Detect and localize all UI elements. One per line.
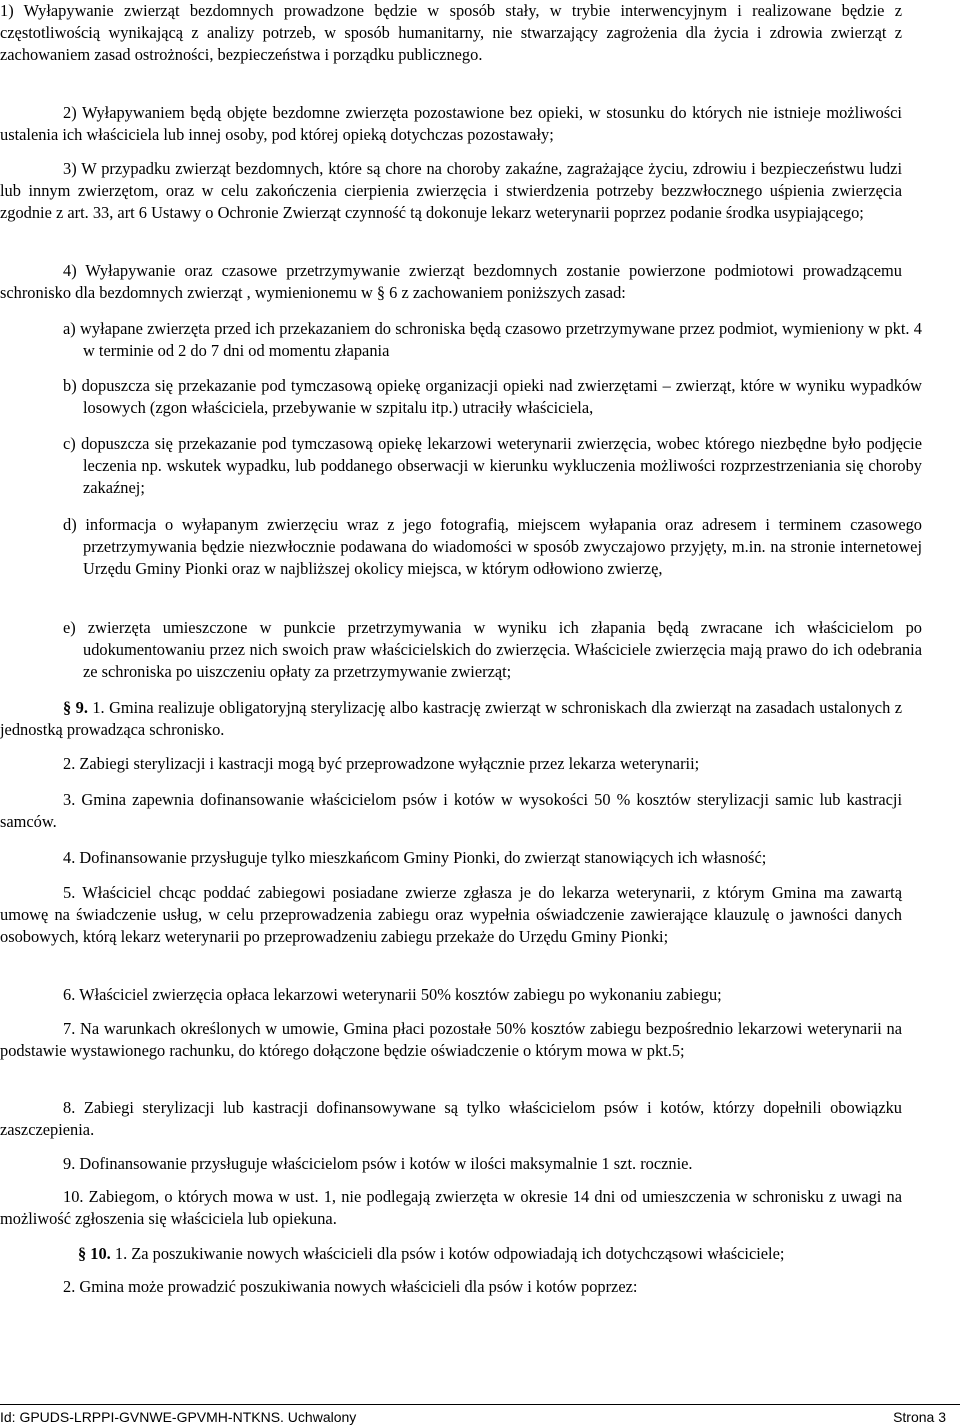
- paragraph-text: 4) Wyłapywanie oraz czasowe przetrzymywanie zwierząt bezdomnych zostanie powierzone podmiotowi prowadzącemu schronisko dla bezdomnych zwierząt , wymienionemu w § 6 z zachowaniem poniższych zasad:: [0, 261, 902, 302]
- section-9-para-5: [0, 882, 902, 948]
- section-9-para-2: [0, 753, 902, 775]
- section-10-para-1: [0, 1243, 902, 1265]
- paragraph-text: 4. Dofinansowanie przysługuje tylko mieszkańcom Gminy Pionki, do zwierząt stanowiących ich własność;: [63, 848, 767, 867]
- paragraph-1-2: [0, 102, 902, 146]
- paragraph-1-4: [0, 260, 902, 304]
- paragraph-text: a) wyłapane zwierzęta przed ich przekazaniem do schroniska będą czasowo przetrzymywane przez podmiot, wymieniony w pkt. 4 w terminie od 2 do 7 dni od momentu złapania: [63, 319, 922, 360]
- section-9-para-9: [0, 1153, 902, 1175]
- paragraph-1-4c: [63, 433, 922, 499]
- paragraph-text: 1. Gmina realizuje obligatoryjną sterylizację albo kastrację zwierząt w schroniskach dla zwierząt na zasadach ustalonych z jednostką prowadząca schronisko.: [0, 698, 902, 739]
- paragraph-text: 3) W przypadku zwierząt bezdomnych, które są chore na choroby zakaźne, zagrażające życiu, zdrowiu i bezpieczeństwu ludzi lub innym zwierzętom, oraz w celu zakończenia cierpienia zwierzęcia i stwierdzenia potrzeby bezzwłocznego uśpienia zwierzęcia zgodnie z art. 33, art 6 Ustawy o Ochronie Zwierząt czynność tą dokonuje lekarz weterynarii poprzez podanie środka usypiającego;: [0, 159, 902, 222]
- footer-document-id: Id: GPUDS-LRPPI-GVNWE-GPVMH-NTKNS. Uchwalony: [0, 1409, 357, 1425]
- paragraph-text: 2. Gmina może prowadzić poszukiwania nowych właścicieli dla psów i kotów poprzez:: [63, 1277, 638, 1296]
- section-9-para-7: [0, 1018, 902, 1062]
- paragraph-text: b) dopuszcza się przekazanie pod tymczasową opiekę organizacji opieki nad zwierzętami – zwierząt, które w wyniku wypadków losowych (zgon właściciela, przebywanie w szpitalu itp.) utraciły właściciela,: [63, 376, 922, 417]
- paragraph-1-3: [0, 158, 902, 224]
- paragraph-text: 6. Właściciel zwierzęcia opłaca lekarzowi weterynarii 50% kosztów zabiegu po wykonaniu zabiegu;: [63, 985, 722, 1004]
- paragraph-text: 5. Właściciel chcąc poddać zabiegowi posiadane zwierze zgłasza je do lekarza weterynarii, z którym Gmina ma zawartą umowę na świadczenie usług, w celu przeprowadzenia zabiegu oraz wypełnia oświadczenie zawierające klauzulę o jawności danych osobowych, którą lekarz weterynarii po przeprowadzeniu zabiegu przekaże do Urzędu Gminy Pionki;: [0, 883, 902, 946]
- paragraph-text: 2) Wyłapywaniem będą objęte bezdomne zwierzęta pozostawione bez opieki, w stosunku do których nie istnieje możliwości ustalenia ich właściciela lub innej osoby, pod której opieką dotychczas pozostawały;: [0, 103, 902, 144]
- paragraph-text: 3. Gmina zapewnia dofinansowanie właścicielom psów i kotów w wysokości 50 % kosztów sterylizacji samic lub kastracji samców.: [0, 790, 902, 831]
- paragraph-text: 7. Na warunkach określonych w umowie, Gmina płaci pozostałe 50% kosztów zabiegu bezpośrednio lekarzowi weterynarii na podstawie wystawionego rachunku, do którego dołączone będzie oświadczenie o którym mowa w pkt.5;: [0, 1019, 902, 1060]
- section-10-para-2: [0, 1276, 902, 1298]
- paragraph-text: 8. Zabiegi sterylizacji lub kastracji dofinansowywane są tylko właścicielom psów i kotów, którzy dopełnili obowiązku zaszczepienia.: [0, 1098, 902, 1139]
- section-9-para-8: [0, 1097, 902, 1141]
- paragraph-text: 2. Zabiegi sterylizacji i kastracji mogą być przeprowadzone wyłącznie przez lekarza weterynarii;: [63, 754, 700, 773]
- paragraph-text: 1) Wyłapywanie zwierząt bezdomnych prowadzone będzie w sposób stały, w trybie interwencyjnym i realizowane będzie z częstotliwością wynikającą z analizy potrzeb, w sposób humanitarny, nie stwarzający zagrożenia dla życia i zdrowia zwierząt z zachowaniem zasad ostrożności, bezpieczeństwa i porządku publicznego.: [0, 1, 902, 64]
- paragraph-text: c) dopuszcza się przekazanie pod tymczasową opiekę lekarzowi weterynarii zwierzęcia, wobec którego niezbędne było podjęcie leczenia np. wskutek wypadku, lub poddanego obserwacji w kierunku wykluczenia możliwości rozprzestrzeniania się choroby zakaźnej;: [63, 434, 922, 497]
- paragraph-1-4a: [63, 318, 922, 362]
- footer-divider: [0, 1404, 960, 1405]
- section-9-para-10: [0, 1186, 902, 1230]
- section-9-para-4: [0, 847, 902, 869]
- paragraph-text: d) informacja o wyłapanym zwierzęciu wraz z jego fotografią, miejscem wyłapania oraz adresem i terminem czasowego przetrzymywania będzie niezwłocznie podawana do wiadomości w sposób zwyczajowo przyjęty, m.in. na stronie internetowej Urzędu Gminy Pionki oraz w najbliższej okolicy miejsca, w którym odłowiono zwierzę,: [63, 515, 922, 578]
- paragraph-1-1: [0, 0, 902, 66]
- paragraph-1-4d: [63, 514, 922, 580]
- section-9-para-6: [0, 984, 902, 1006]
- paragraph-text: 9. Dofinansowanie przysługuje właścicielom psów i kotów w ilości maksymalnie 1 szt. rocznie.: [63, 1154, 693, 1173]
- section-number: § 9.: [63, 698, 88, 717]
- footer-page-number: Strona 3: [893, 1409, 946, 1425]
- paragraph-text: 1. Za poszukiwanie nowych właścicieli dla psów i kotów odpowiadają ich dotychcząsowi właściciele;: [114, 1244, 785, 1263]
- paragraph-text: e) zwierzęta umieszczone w punkcie przetrzymywania w wyniku ich złapania będą zwracane ich właścicielom po udokumentowaniu przez nich swoich praw właścicielskich do zwierzęcia. Właściciele zwierzęcia mają prawo do ich odebrania ze schroniska po uiszczeniu opłaty za przetrzymywanie zwierząt;: [63, 618, 922, 681]
- section-9-para-1: [0, 697, 902, 741]
- paragraph-1-4e: [63, 617, 922, 683]
- section-number: § 10.: [78, 1244, 111, 1263]
- section-9-para-3: [0, 789, 902, 833]
- paragraph-1-4b: [63, 375, 922, 419]
- paragraph-text: 10. Zabiegom, o których mowa w ust. 1, nie podlegają zwierzęta w okresie 14 dni od umieszczenia w schronisku z uwagi na możliwość zgłoszenia się właściciela lub opiekuna.: [0, 1187, 902, 1228]
